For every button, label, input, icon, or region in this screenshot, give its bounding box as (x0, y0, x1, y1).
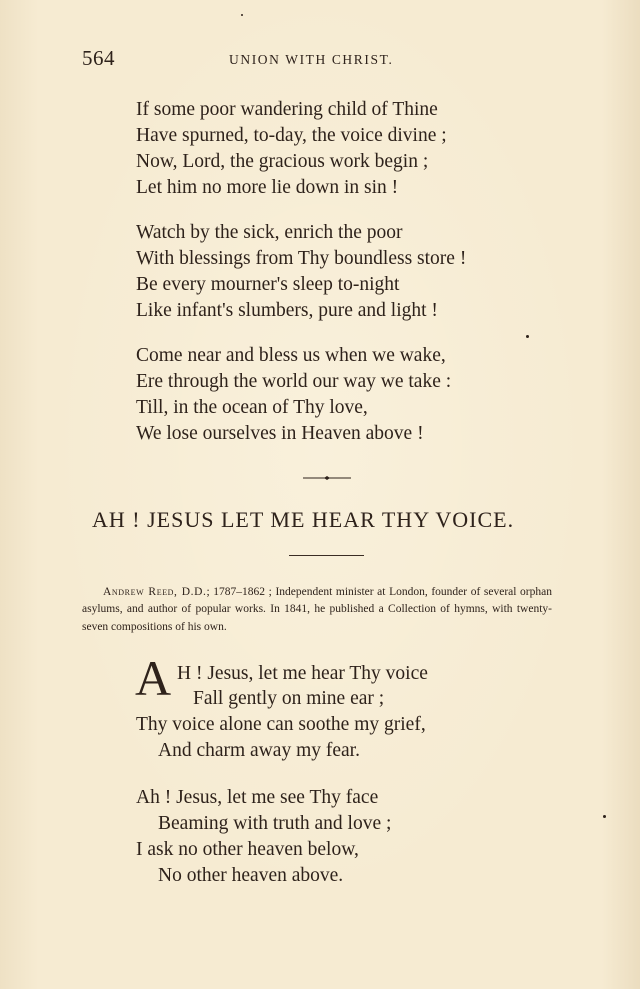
verse-line: Come near and bless us when we wake, (136, 345, 446, 366)
verse-line: Be every mourner's sleep to-night (136, 274, 400, 295)
verse-line: Like infant's slumbers, pure and light ! (136, 300, 438, 321)
ink-speck (526, 335, 529, 338)
drop-cap: A (135, 650, 172, 706)
verse-line: Thy voice alone can soothe my grief, (136, 714, 426, 735)
verse-line: With blessings from Thy boundless store ! (136, 248, 467, 269)
author-bio: ; 1787–1862 ; Independent minister at London, founder of several orphan asylums, and author of popular works. In 1841, he published a Collection of hymns, with twenty-seven compositions of his own. (82, 585, 552, 633)
author-name: Andrew Reed, D.D. (103, 585, 207, 598)
hymn-stanza-1 (136, 686, 426, 764)
verse-line: If some poor wandering child of Thine (136, 99, 438, 120)
page-number: 564 (82, 46, 115, 70)
verse-line: Till, in the ocean of Thy love, (136, 397, 368, 418)
verse-line: Ere through the world our way we take : (136, 371, 452, 392)
hymn-title: AH ! JESUS LET ME HEAR THY VOICE. (92, 507, 515, 532)
verse-line: Beaming with truth and love ; (158, 813, 392, 834)
ornament-diamond-rule (303, 476, 351, 480)
ink-speck (603, 815, 606, 818)
verse-line: Let him no more lie down in sin ! (136, 177, 399, 198)
verse-line: I ask no other heaven below, (136, 839, 359, 860)
title-rule (289, 555, 364, 556)
verse-line: Now, Lord, the gracious work begin ; (136, 151, 429, 172)
verse-line: No other heaven above. (158, 865, 344, 886)
author-note (82, 584, 552, 637)
previous-hymn-stanza-3 (136, 343, 451, 447)
first-verse-line: H ! Jesus, let me hear Thy voice (177, 663, 428, 684)
verse-line: And charm away my fear. (158, 740, 360, 761)
hymn-stanza-2 (136, 785, 391, 889)
previous-hymn-stanza-1 (136, 97, 447, 201)
verse-line: Fall gently on mine ear ; (193, 688, 385, 709)
ink-speck (241, 14, 243, 16)
verse-line: We lose ourselves in Heaven above ! (136, 423, 424, 444)
verse-line: Ah ! Jesus, let me see Thy face (136, 787, 379, 808)
verse-line: Have spurned, to-day, the voice divine ; (136, 125, 447, 146)
verse-line: Watch by the sick, enrich the poor (136, 222, 403, 243)
previous-hymn-stanza-2 (136, 220, 466, 324)
section-ornament (303, 476, 351, 480)
running-title: UNION WITH CHRIST. (229, 52, 394, 67)
